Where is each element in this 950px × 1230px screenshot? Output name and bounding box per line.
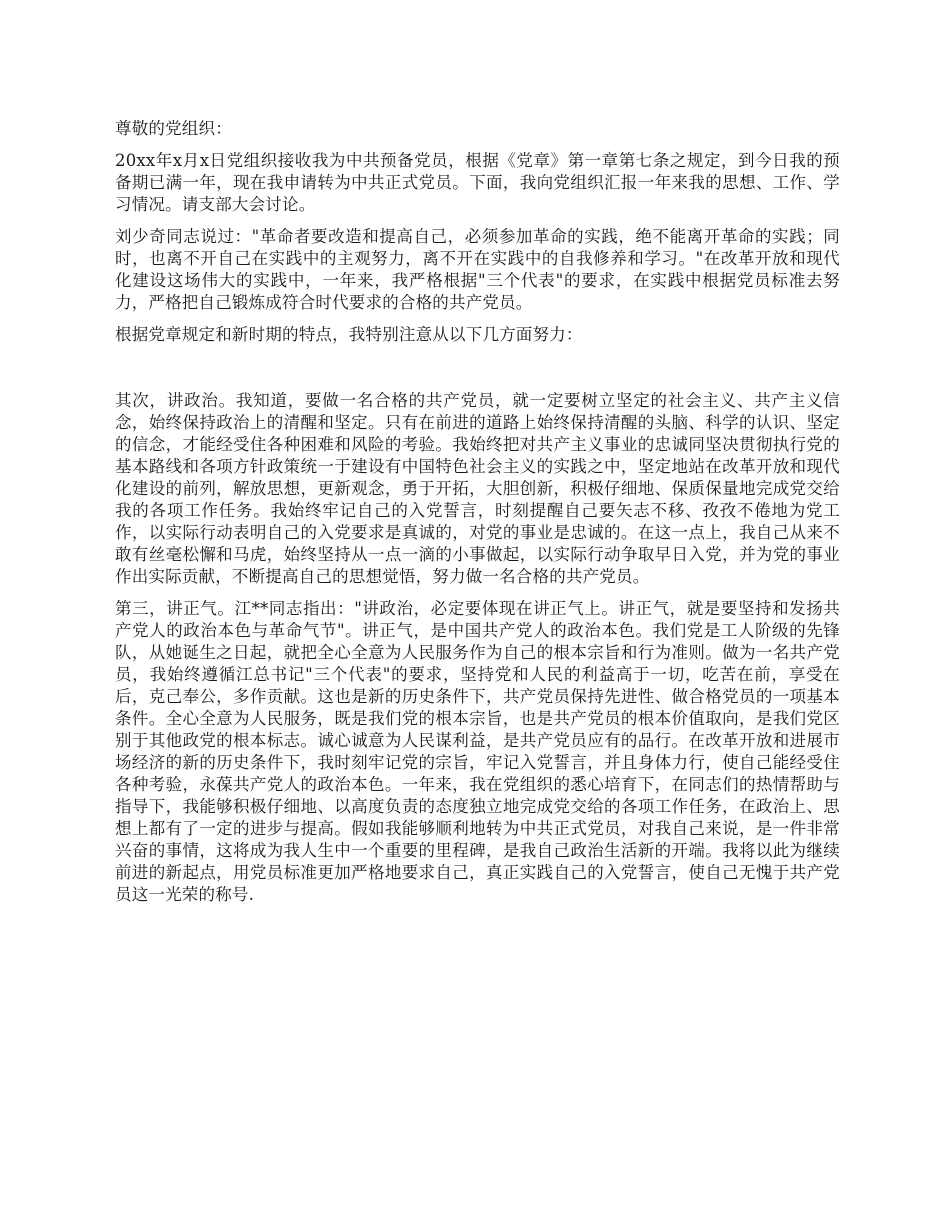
paragraph-politics: 其次，讲政治。我知道，要做一名合格的共产党员，就一定要树立坚定的社会主义、共产主义信念，始终保持政治上的清醒和坚定。只有在前进的道路上始终保持清醒的头脑、科学的认识、坚定的信念，才能经受住各种困难和风险的考验。我始终把对共产主义事业的忠诚同坚决贯彻执行党的基本路线和各项方针政策统一于建设有中国特色社会主义的实践之中，坚定地站在改革开放和现代化建设的前列，解放思想，更新观念，勇于开拓，大胆创新，积极仔细地、保质保量地完成党交给我的各项工作任务。我始终牢记自己的入党誓言，时刻提醒自己要矢志不移、孜孜不倦地为党工作，以实际行动表明自己的入党要求是真诚的，对党的事业是忠诚的。在这一点上，我自己从来不敢有丝毫松懈和马虎，始终坚持从一点一滴的小事做起，以实际行动争取早日入党，并为党的事业作出实际贡献，不断提高自己的思想觉悟，努力做一名合格的共产党员。 (115, 391, 840, 586)
document-body (115, 118, 840, 916)
paragraph-liu-shaoqi-quote: 刘少奇同志说过："革命者要改造和提高自己，必须参加革命的实践，绝不能离开革命的实践；同时，也离不开自己在实践中的主观努力，离不开在实践中的自我修养和学习。"在改革开放和现代化建设这场伟大的实践中，一年来，我严格根据"三个代表"的要求，在实践中根据党员标准去努力，严格把自己锻炼成符合时代要求的合格的共产党员。 (115, 227, 840, 312)
blank-gap (115, 356, 840, 390)
salutation: 尊敬的党组织： (115, 119, 232, 138)
paragraph-efforts-intro: 根据党章规定和新时期的特点，我特别注意从以下几方面努力： (115, 325, 583, 344)
paragraph-application-intro: 20xx年x月x日党组织接收我为中共预备党员，根据《党章》第一章第七条之规定，到今日我的预备期已满一年，现在我申请转为中共正式党员。下面，我向党组织汇报一年来我的思想、工作、学习情况。请支部大会讨论。 (115, 151, 840, 214)
paragraph-integrity: 第三，讲正气。江**同志指出："讲政治，必定要体现在讲正气上。讲正气，就是要坚持和发扬共产党人的政治本色与革命气节"。讲正气，是中国共产党人的政治本色。我们党是工人阶级的先锋队，从她诞生之日起，就把全心全意为人民服务作为自己的根本宗旨和行为准则。做为一名共产党员，我始终遵循江总书记"三个代表"的要求，坚持党和人民的利益高于一切，吃苦在前，享受在后，克己奉公，多作贡献。这也是新的历史条件下，共产党员保持先进性、做合格党员的一项基本条件。全心全意为人民服务，既是我们党的根本宗旨，也是共产党员的根本价值取向，是我们党区别于其他政党的根本标志。诚心诚意为人民谋利益，是共产党员应有的品行。在改革开放和进展市场经济的新的历史条件下，我时刻牢记党的宗旨，牢记入党誓言，并且身体力行，使自己能经受住各种考验，永葆共产党人的政治本色。一年来，我在党组织的悉心培育下，在同志们的热情帮助与指导下，我能够积极仔细地、以高度负责的态度独立地完成党交给的各项工作任务，在政治上、思想上都有了一定的进步与提高。假如我能够顺利地转为中共正式党员，对我自己来说，是一件非常兴奋的事情，这将成为我人生中一个重要的里程碑，是我自己政治生活新的开端。我将以此为继续前进的新起点，用党员标准更加严格地要求自己，真正实践自己的入党誓言，使自己无愧于共产党员这一光荣的称号. (115, 599, 840, 904)
